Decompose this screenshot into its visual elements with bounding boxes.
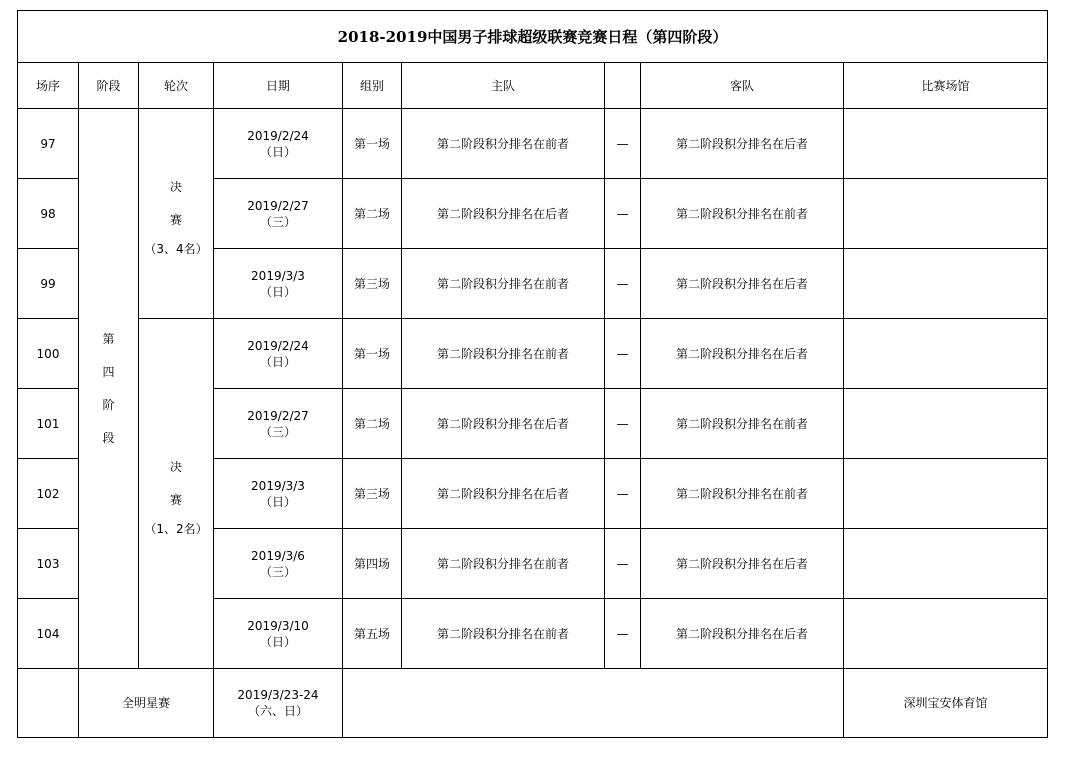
header-stage: 阶段 [79, 63, 139, 109]
table-row [18, 109, 1048, 179]
venue [844, 599, 1048, 669]
round-cell-1-2 [139, 319, 214, 669]
vs-dash: — [605, 599, 641, 669]
round-char: 决 [169, 179, 182, 194]
weekday-text: （三） [259, 564, 296, 579]
match-date [214, 249, 343, 319]
date-text: 2019/3/23-24 [237, 688, 319, 702]
weekday-text: （六、日） [247, 704, 308, 718]
date-text: 2019/3/10 [247, 618, 309, 633]
home-team: 第二阶段积分排名在后者 [402, 389, 605, 459]
date-text: 2019/2/27 [247, 198, 309, 213]
header-separator [605, 63, 641, 109]
vs-dash: — [605, 109, 641, 179]
allstar-empty-cell [18, 669, 79, 738]
stage-char: 第 [102, 331, 115, 346]
venue [844, 109, 1048, 179]
header-home-team: 主队 [402, 63, 605, 109]
away-team: 第二阶段积分排名在后者 [641, 529, 844, 599]
match-no: 98 [18, 179, 79, 249]
away-team: 第二阶段积分排名在前者 [641, 389, 844, 459]
away-team: 第二阶段积分排名在后者 [641, 599, 844, 669]
allstar-label: 全明星赛 [79, 669, 214, 738]
schedule-table [17, 10, 1048, 738]
header-group: 组别 [343, 63, 402, 109]
venue [844, 389, 1048, 459]
weekday-text: （日） [259, 144, 296, 159]
allstar-blank-cell [343, 669, 844, 738]
match-group: 第三场 [343, 249, 402, 319]
round-char: 决 [169, 459, 182, 474]
schedule-title: 2018-2019中国男子排球超级联赛竞赛日程（第四阶段） [18, 11, 1048, 63]
weekday-text: （三） [259, 424, 296, 439]
away-team: 第二阶段积分排名在前者 [641, 179, 844, 249]
match-date [214, 109, 343, 179]
away-team: 第二阶段积分排名在后者 [641, 249, 844, 319]
match-group: 第二场 [343, 179, 402, 249]
round-char: 赛 [169, 212, 182, 227]
stage-char: 四 [102, 364, 115, 379]
allstar-venue: 深圳宝安体育馆 [844, 669, 1048, 738]
round-sub: （3、4名） [144, 241, 208, 256]
weekday-text: （日） [259, 494, 296, 509]
header-row [18, 63, 1048, 109]
vs-dash: — [605, 319, 641, 389]
header-match-no: 场序 [18, 63, 79, 109]
match-date [214, 599, 343, 669]
header-round: 轮次 [139, 63, 214, 109]
venue [844, 249, 1048, 319]
home-team: 第二阶段积分排名在后者 [402, 459, 605, 529]
venue [844, 459, 1048, 529]
match-group: 第一场 [343, 109, 402, 179]
match-group: 第三场 [343, 459, 402, 529]
date-text: 2019/2/27 [247, 408, 309, 423]
home-team: 第二阶段积分排名在前者 [402, 599, 605, 669]
vs-dash: — [605, 459, 641, 529]
header-date: 日期 [214, 63, 343, 109]
match-no: 97 [18, 109, 79, 179]
round-sub: （1、2名） [144, 521, 208, 536]
table-row [18, 319, 1048, 389]
home-team: 第二阶段积分排名在前者 [402, 319, 605, 389]
allstar-date [214, 669, 343, 738]
match-date [214, 389, 343, 459]
vs-dash: — [605, 529, 641, 599]
match-date [214, 459, 343, 529]
away-team: 第二阶段积分排名在后者 [641, 109, 844, 179]
date-text: 2019/3/3 [251, 268, 305, 283]
match-no: 99 [18, 249, 79, 319]
match-group: 第二场 [343, 389, 402, 459]
vs-dash: — [605, 179, 641, 249]
title-row [18, 11, 1048, 63]
date-text: 2019/2/24 [247, 128, 309, 143]
match-no: 103 [18, 529, 79, 599]
stage-cell [79, 109, 139, 669]
match-date [214, 319, 343, 389]
home-team: 第二阶段积分排名在前者 [402, 529, 605, 599]
venue [844, 319, 1048, 389]
venue [844, 179, 1048, 249]
venue [844, 529, 1048, 599]
date-text: 2019/2/24 [247, 338, 309, 353]
away-team: 第二阶段积分排名在后者 [641, 319, 844, 389]
home-team: 第二阶段积分排名在前者 [402, 249, 605, 319]
match-date [214, 179, 343, 249]
weekday-text: （三） [259, 214, 296, 229]
vs-dash: — [605, 249, 641, 319]
match-no: 102 [18, 459, 79, 529]
match-no: 100 [18, 319, 79, 389]
match-no: 104 [18, 599, 79, 669]
round-cell-3-4 [139, 109, 214, 319]
date-text: 2019/3/6 [251, 548, 305, 563]
away-team: 第二阶段积分排名在前者 [641, 459, 844, 529]
round-char: 赛 [169, 492, 182, 507]
weekday-text: （日） [259, 354, 296, 369]
header-venue: 比赛场馆 [844, 63, 1048, 109]
allstar-row [18, 669, 1048, 738]
match-group: 第五场 [343, 599, 402, 669]
home-team: 第二阶段积分排名在前者 [402, 109, 605, 179]
match-date [214, 529, 343, 599]
stage-char: 阶 [102, 397, 115, 412]
stage-char: 段 [102, 430, 115, 445]
weekday-text: （日） [259, 634, 296, 649]
home-team: 第二阶段积分排名在后者 [402, 179, 605, 249]
vs-dash: — [605, 389, 641, 459]
date-text: 2019/3/3 [251, 478, 305, 493]
weekday-text: （日） [259, 284, 296, 299]
match-no: 101 [18, 389, 79, 459]
header-away-team: 客队 [641, 63, 844, 109]
match-group: 第四场 [343, 529, 402, 599]
match-group: 第一场 [343, 319, 402, 389]
